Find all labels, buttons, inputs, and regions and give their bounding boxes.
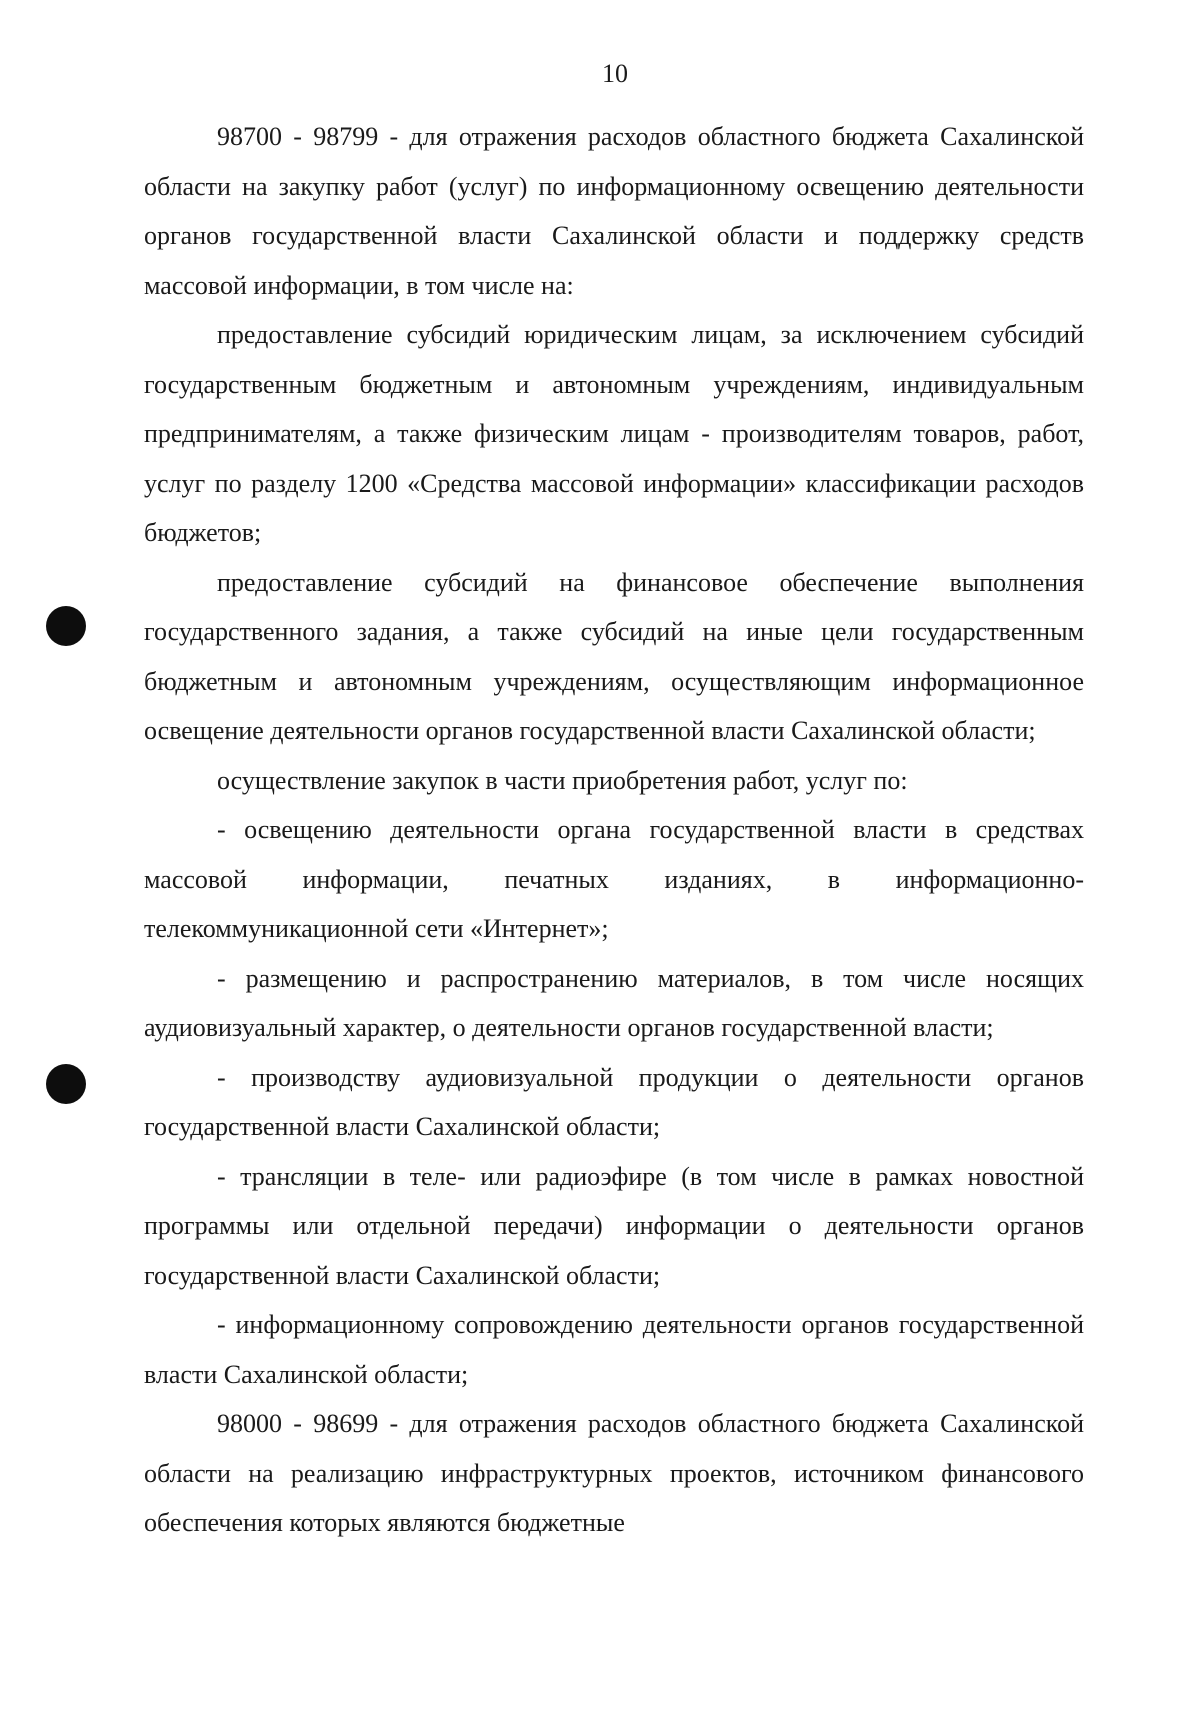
paragraph-subsidies-legal-entities: предоставление субсидий юридическим лицам, за исключением субсидий государственным бюджетным и автономным учреждениям, индивидуальным предпринимателям, а также физическим лицам - производителям товаров, работ, услуг по разделу 1200 «Средства массовой информации» классификации расходов бюджетов; (144, 320, 1084, 547)
punch-hole-mark (46, 606, 86, 646)
list-item-materials-distribution: - размещению и распространению материалов, в том числе носящих аудиовизуальный характер, о деятельности органов государственной власти; (144, 963, 1084, 1042)
list-item-information-support: - информационному сопровождению деятельности органов государственной власти Сахалинской области; (144, 1310, 1084, 1389)
paragraph-code-98000-98699: 98000 - 98699 - для отражения расходов областного бюджета Сахалинской области на реализацию инфраструктурных проектов, источником финансового обеспечения которых являются бюджетные (144, 1409, 1084, 1537)
list-item-broadcasting: - трансляции в теле- или радиоэфире (в том числе в рамках новостной программы или отдельной передачи) информации о деятельности органов государственной власти Сахалинской области; (144, 1161, 1084, 1290)
list-item-media-coverage: - освещению деятельности органа государственной власти в средствах массовой информации, печатных изданиях, в информационно-телекоммуникационной сети «Интернет»; (144, 815, 1084, 943)
page-number: 10 (602, 59, 628, 88)
punch-hole-mark (46, 1064, 86, 1104)
document-body (144, 112, 1084, 1548)
paragraph-code-98700-98799: 98700 - 98799 - для отражения расходов областного бюджета Сахалинской области на закупку работ (услуг) по информационному освещению деятельности органов государственной власти Сахалинской области и поддержку средств массовой информации, в том числе на: (144, 122, 1084, 300)
paragraph-procurement-intro: осуществление закупок в части приобретения работ, услуг по: (217, 765, 908, 795)
list-item-audiovisual-production: - производству аудиовизуальной продукции о деятельности органов государственной власти Сахалинской области; (144, 1062, 1084, 1141)
paragraph-subsidies-state-assignment: предоставление субсидий на финансовое обеспечение выполнения государственного задания, а также субсидий на иные цели государственным бюджетным и автономным учреждениям, осуществляющим информационное освещение деятельности органов государственной власти Сахалинской области; (144, 567, 1084, 745)
